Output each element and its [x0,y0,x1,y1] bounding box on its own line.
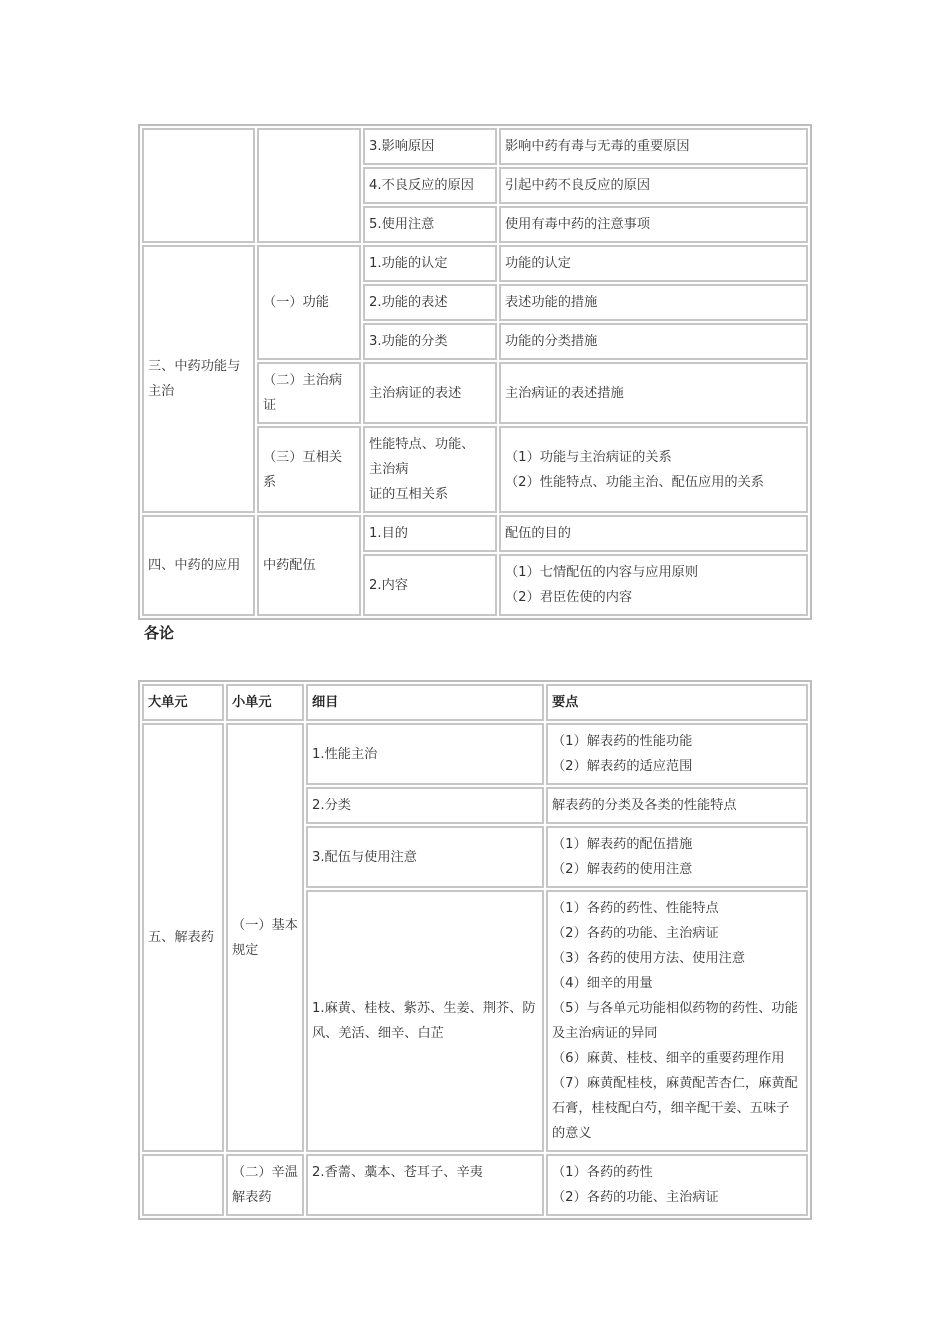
point-line: （3）各药的使用方法、使用注意 [552,951,746,966]
detail-cell: 1.目的 [363,515,497,552]
detail-cell: 3.配伍与使用注意 [306,826,544,888]
point-line: （2）君臣佐使的内容 [505,590,633,605]
point-line: （2）解表药的适应范围 [552,759,693,774]
minor-unit-cell: （一）功能 [257,245,361,360]
detail-cell: 3.功能的分类 [363,323,497,360]
minor-unit-cell: （二）主治病证 [257,362,361,424]
point-cell: 解表药的分类及各类的性能特点 [546,787,808,824]
point-cell [546,890,808,1152]
point-line: （4）细辛的用量 [552,976,653,991]
detail-cell: 1.功能的认定 [363,245,497,282]
minor-unit-cell: （二）辛温解表药 [226,1154,304,1216]
major-unit-cell: 五、解表药 [142,723,224,1152]
detail-line: 性能特点、功能、 [369,437,475,452]
point-line: （1）功能与主治病证的关系 [505,449,672,465]
detail-cell: 主治病证的表述 [363,362,497,424]
detail-cell: 2.功能的表述 [363,284,497,321]
minor-unit-cell: （一）基本规定 [226,723,304,1152]
point-cell: 使用有毒中药的注意事项 [499,206,808,243]
point-cell: 功能的分类措施 [499,323,808,360]
minor-unit-cell [257,128,361,243]
major-unit-cell [142,1154,224,1216]
detail-line: 主治病 [369,462,409,477]
point-line: （2）解表药的使用注意 [552,862,693,877]
point-cell [546,826,808,888]
point-line: （1）解表药的性能功能 [552,734,693,749]
point-cell: 主治病证的表述措施 [499,362,808,424]
detail-cell: 4.不良反应的原因 [363,167,497,204]
point-line: （1）七情配伍的内容与应用原则 [505,565,699,580]
detail-cell [363,426,497,513]
table-row [142,1154,808,1216]
point-cell: 影响中药有毒与无毒的重要原因 [499,128,808,165]
point-line: （2）各药的功能、主治病证 [552,926,719,941]
detail-cell: 2.分类 [306,787,544,824]
detail-cell: 1.麻黄、桂枝、紫苏、生姜、荆芥、防风、羌活、细辛、白芷 [306,890,544,1152]
point-line: （7）麻黄配桂枝，麻黄配苦杏仁，麻黄配石膏，桂枝配白芍，细辛配干姜、五味子的意义 [552,1076,798,1141]
header-minor-unit: 小单元 [226,684,304,721]
major-unit-cell: 三、中药功能与主治 [142,245,255,513]
point-line: （5）与各单元功能相似药物的药性、功能及主治病证的异同 [552,1001,798,1041]
point-line: （6）麻黄、桂枝、细辛的重要药理作用 [552,1051,785,1066]
point-cell: 功能的认定 [499,245,808,282]
header-major-unit: 大单元 [142,684,224,721]
minor-unit-cell: 中药配伍 [257,515,361,616]
detail-cell: 5.使用注意 [363,206,497,243]
detail-cell: 2.香薷、藁本、苍耳子、辛夷 [306,1154,544,1216]
major-unit-cell [142,128,255,243]
point-cell [499,554,808,616]
point-line: （2）性能特点、功能主治、配伍应用的关系 [505,474,764,490]
point-cell: 配伍的目的 [499,515,808,552]
point-cell: 引起中药不良反应的原因 [499,167,808,204]
point-cell: 表述功能的措施 [499,284,808,321]
syllabus-table-general [138,124,812,620]
minor-unit-cell: （三）互相关系 [257,426,361,513]
table-row [142,245,808,282]
point-line: （1）各药的药性、性能特点 [552,901,719,916]
table-row [142,515,808,552]
detail-cell: 2.内容 [363,554,497,616]
point-line: （1）各药的药性 [552,1165,653,1180]
table-row [142,723,808,785]
section-title: 各论 [144,624,175,642]
header-detail: 细目 [306,684,544,721]
point-cell [546,1154,808,1216]
syllabus-table-specific [138,680,812,1220]
detail-cell: 3.影响原因 [363,128,497,165]
detail-cell: 1.性能主治 [306,723,544,785]
header-point: 要点 [546,684,808,721]
major-unit-cell: 四、中药的应用 [142,515,255,616]
detail-line: 证的互相关系 [369,487,449,502]
table-header-row [142,684,808,721]
point-line: （2）各药的功能、主治病证 [552,1190,719,1205]
point-cell [499,426,808,513]
point-line: （1）解表药的配伍措施 [552,837,693,852]
table-row [142,128,808,165]
point-cell [546,723,808,785]
